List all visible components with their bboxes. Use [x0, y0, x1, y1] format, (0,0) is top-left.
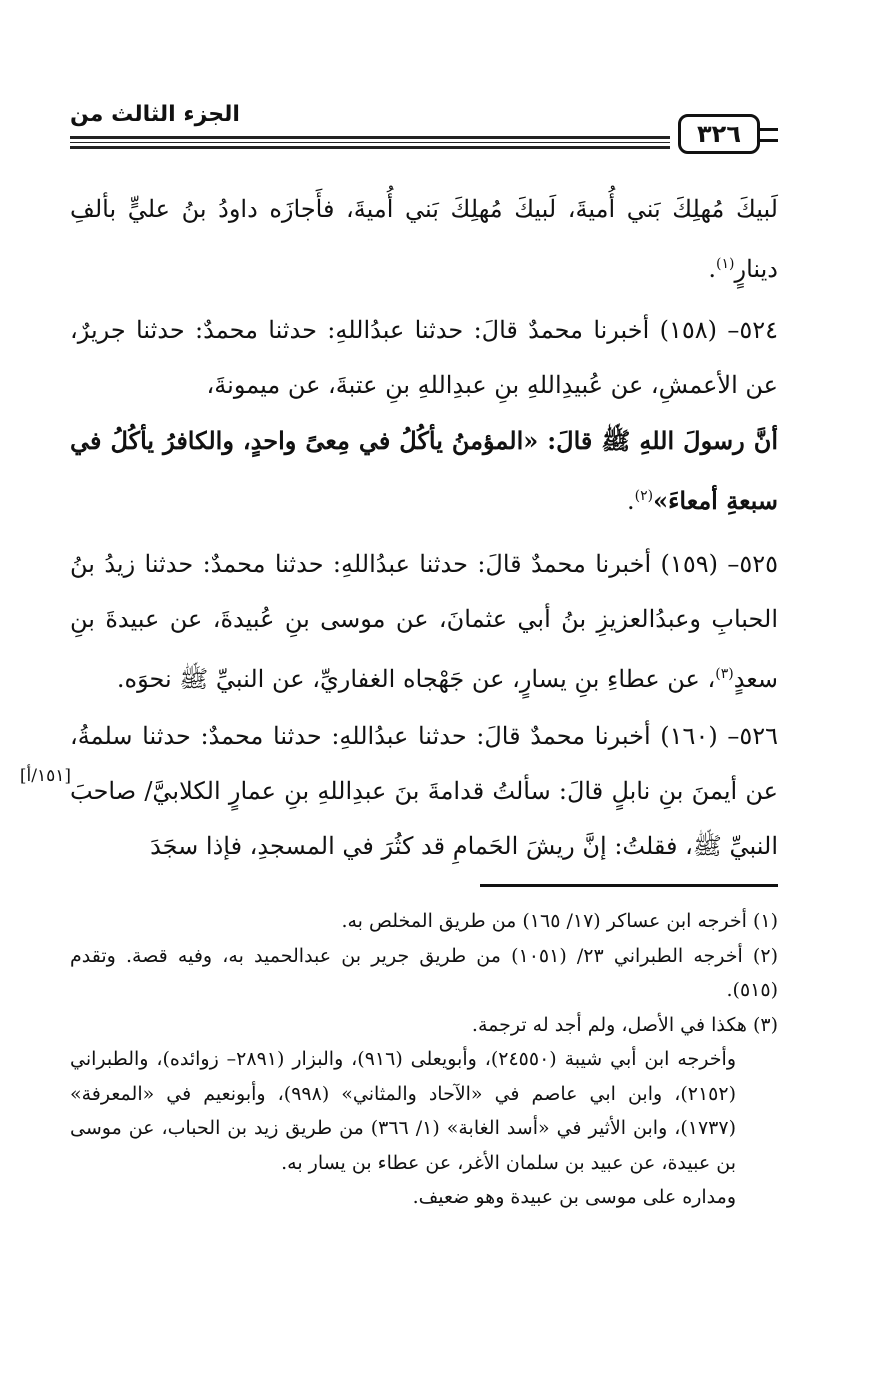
- header-rule: [70, 146, 670, 149]
- footnote-separator: [480, 884, 778, 887]
- running-title: الجزء الثالث من: [70, 102, 240, 127]
- isnad-text-rest: ، عن عطاءِ بنِ يسارٍ، عن جَهْجاه الغفاريِّ، عن النبيِّ ﷺ نحوَه.: [116, 665, 716, 693]
- footnote-2: (٢) أخرجه الطبراني ٢٣/ (١٠٥١) من طريق جرير بن عبدالحميد به، وفيه قصة. وتقدم (٥١٥).: [70, 944, 778, 1001]
- isnad-text: ٥٢٦– (١٦٠) أخبرنا محمدٌ قالَ: حدثنا عبدُاللهِ: حدثنا محمدٌ: حدثنا سلمةُ، عن أيمنَ بنِ نابلٍ قالَ: سألتُ قدامةَ بنَ عبدِاللهِ بنِ عمارٍ الكلابيَّ/ صاحبَ النبيِّ ﷺ، فقلتُ: إنَّ ريشَ الحَمامِ قد كثُرَ في المسجدِ، فإذا سجَدَ: [70, 722, 778, 860]
- header-rule: [70, 142, 670, 143]
- paragraph-text: لَبيكَ مُهلِكَ بَني أُميةَ، لَبيكَ مُهلِكَ بَني أُميةَ، فأَجازَه داودُ بنُ عليٍّ بألفِ دينارٍ: [70, 195, 778, 283]
- footnote-1: (١) أخرجه ابن عساكر (١٧/ ١٦٥) من طريق المخلص به.: [341, 910, 778, 932]
- page-number: ٣٢٦: [678, 114, 760, 154]
- punctuation: .: [708, 255, 717, 283]
- matn-text: أنَّ رسولَ اللهِ ﷺ قالَ: «المؤمنُ يأكُلُ في مِعىً واحدٍ، والكافرُ يأكُلُ في سبعةِ أمعاءَ»: [70, 426, 778, 515]
- manuscript-folio-ref: [١٥١/أ]: [19, 766, 71, 786]
- punctuation: .: [627, 487, 635, 515]
- footnotes: [70, 904, 778, 1215]
- isnad-text: ٥٢٥– (١٥٩) أخبرنا محمدٌ قالَ: حدثنا عبدُاللهِ: حدثنا محمدٌ: حدثنا زيدُ بنُ الحبابِ وعبدُالعزيزِ بنُ أبي عثمانَ، عن موسى بنِ عُبيدةَ، عن عبيدةَ بنِ سعدٍ: [70, 550, 778, 693]
- paragraph-continuation: [70, 182, 778, 297]
- hadith-524: [70, 303, 778, 529]
- footnote-ref: (٣): [715, 666, 734, 682]
- isnad-text: ٥٢٤– (١٥٨) أخبرنا محمدٌ قالَ: حدثنا عبدُاللهِ: حدثنا محمدٌ: حدثنا جريرٌ، عن الأعمشِ، عن عُبيدِاللهِ بنِ عبدِاللهِ بنِ عتبةَ، عن ميمونةَ،: [70, 316, 779, 399]
- hadith-526: [70, 709, 778, 874]
- header-rule: [70, 136, 670, 139]
- footnote-ref: (٢): [634, 488, 654, 504]
- page-header: [70, 100, 778, 158]
- footnote-3-verdict: ومداره على موسى بن عبيدة وهو ضعيف.: [412, 1186, 736, 1208]
- page-number-tab: [760, 128, 778, 142]
- footnote-3: (٣) هكذا في الأصل، ولم أجد له ترجمة.: [471, 1013, 778, 1036]
- footnote-3-takhrij: وأخرجه ابن أبي شيبة (٢٤٥٥٠)، وأبويعلى (٩١٦)، والبزار (٢٨٩١– زوائده)، والطبراني (٢١٥٢)، وابن ابي عاصم في «الآحاد والمثاني» (٩٩٨)، وأبونعيم في «المعرفة» (١٧٣٧)، وابن الأثير في «أسد الغابة» (١/ ٣٦٦) من طريق زيد بن الحباب، عن موسى بن عبيدة، عن عبيد بن سلمان الأغر، عن عطاء بن يسار به.: [70, 1048, 736, 1174]
- footnote-ref: (١): [716, 256, 735, 272]
- hadith-525: [70, 537, 778, 707]
